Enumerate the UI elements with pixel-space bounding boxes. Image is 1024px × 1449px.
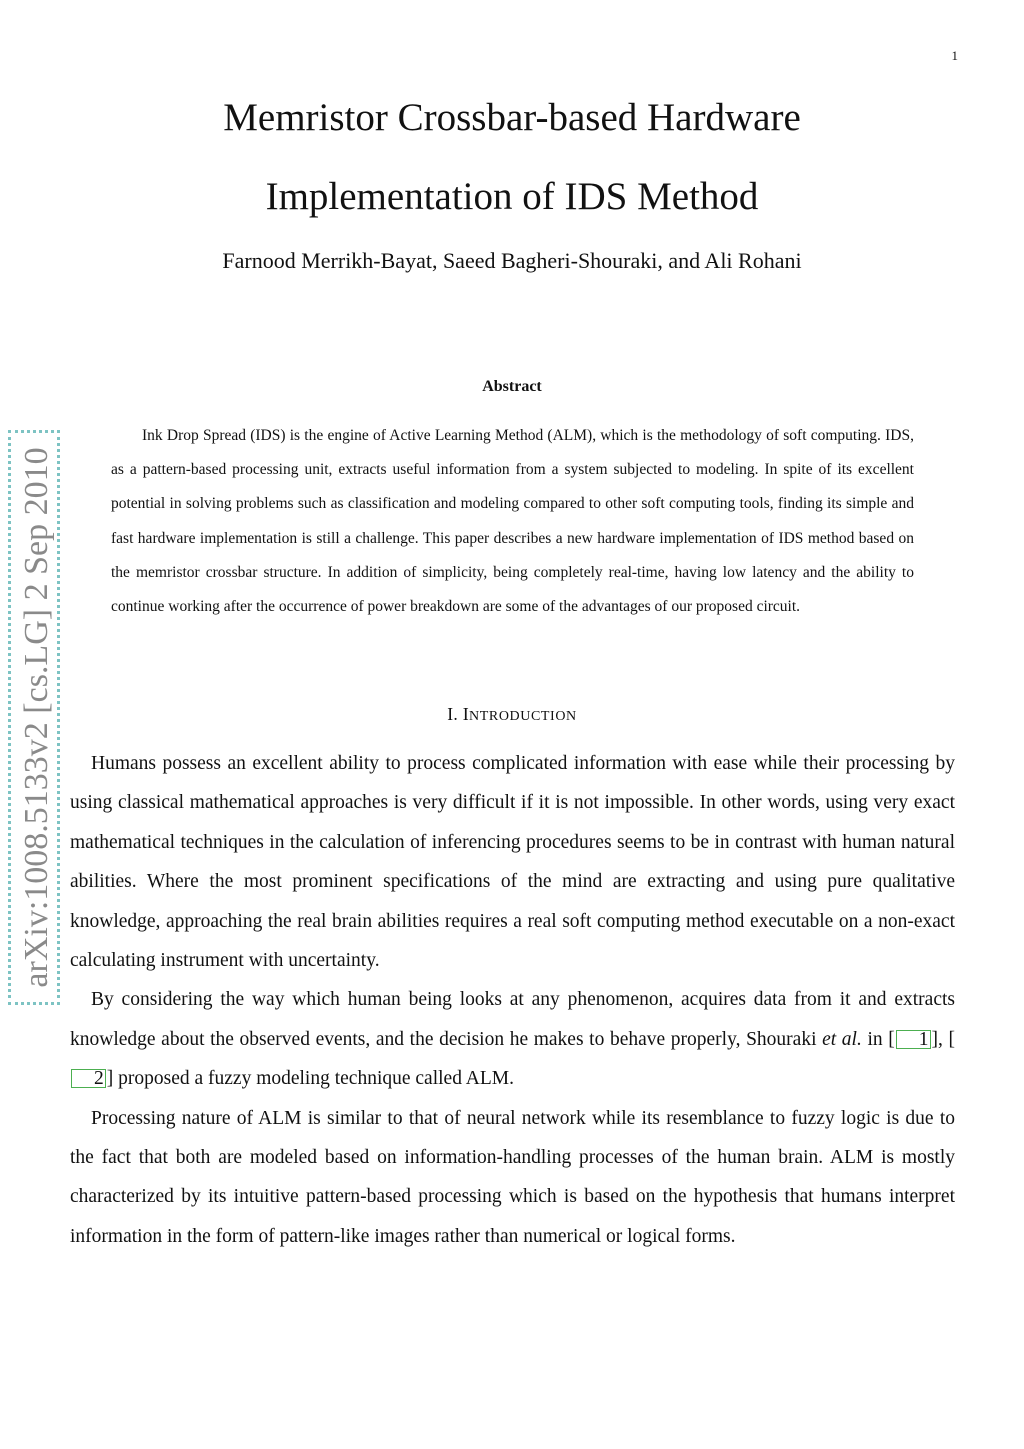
section-heading-introduction <box>0 704 1024 725</box>
paper-title-line-2: Implementation of IDS Method <box>265 175 759 218</box>
arxiv-identifier-stamp[interactable]: arXiv:1008.5133v2 [cs.LG] 2 Sep 2010 <box>8 430 60 1005</box>
page-number: 1 <box>951 48 958 63</box>
citation-link-1[interactable]: 1 <box>896 1030 931 1049</box>
section-numeral: I. <box>447 704 459 724</box>
intro-paragraph-2-in: in <box>861 1028 889 1050</box>
intro-paragraph-2: By considering the way which human being looks at any phenomenon, acquires data from it and extracts knowledge about the observed events, and the decision he makes to behave properly, Shouraki et al. in [ 1 ], [2 ] proposed a fuzzy modeling technique called ALM. <box>70 989 955 1090</box>
introduction-body <box>70 744 955 1256</box>
paper-title <box>0 78 1024 236</box>
author-list: Farnood Merrikh-Bayat, Saeed Bagheri-Shouraki, and Ali Rohani <box>222 248 802 273</box>
citation-link-2[interactable]: 2 <box>71 1069 106 1088</box>
paper-title-line-1: Memristor Crossbar-based Hardware <box>223 96 801 139</box>
intro-paragraph-3: Processing nature of ALM is similar to that of neural network while its resemblance to fuzzy logic is due to the fact that both are modeled based on information-handling processes of the human brain. ALM is mostly characterized by its intuitive pattern-based processing which is based on the hypothesis that humans interpret information in the form of pattern-like images rather than numerical or logical forms. <box>70 1107 955 1247</box>
abstract-heading: Abstract <box>482 378 542 395</box>
et-al-text: et al. <box>822 1028 862 1050</box>
section-heading-rest: NTRODUCTION <box>469 709 577 724</box>
abstract-body: Ink Drop Spread (IDS) is the engine of Active Learning Method (ALM), which is the methodology of soft computing. IDS, as a pattern-based processing unit, extracts useful information from a system subjected to modeling. In spite of its excellent potential in solving problems such as classification and modeling compared to other soft computing tools, finding its simple and fast hardware implementation is still a challenge. This paper describes a new hardware implementation of IDS method based on the memristor crossbar structure. In addition of simplicity, being completely real-time, having low latency and the ability to continue working after the occurrence of power breakdown are some of the advantages of our proposed circuit. <box>111 427 914 616</box>
intro-paragraph-1: Humans possess an excellent ability to process complicated information with ease while their processing by using classical mathematical approaches is very difficult if it is not impossible. In other words, using very exact mathematical techniques in the calculation of inferencing procedures seems to be in contrast with human natural abilities. Where the most prominent specifications of the mind are extracting and using pure qualitative knowledge, approaching the real brain abilities requires a real soft computing method executable on a non-exact calculating instrument with uncertainty. <box>70 753 955 972</box>
intro-paragraph-2-text: By considering the way which human being looks at any phenomenon, acquires data from it and extracts knowledge about the observed events, and the decision he makes to behave properly, Shouraki <box>70 989 955 1050</box>
intro-paragraph-2-end: proposed a fuzzy modeling technique called ALM. <box>113 1068 514 1090</box>
section-heading-initial: I <box>462 704 470 724</box>
